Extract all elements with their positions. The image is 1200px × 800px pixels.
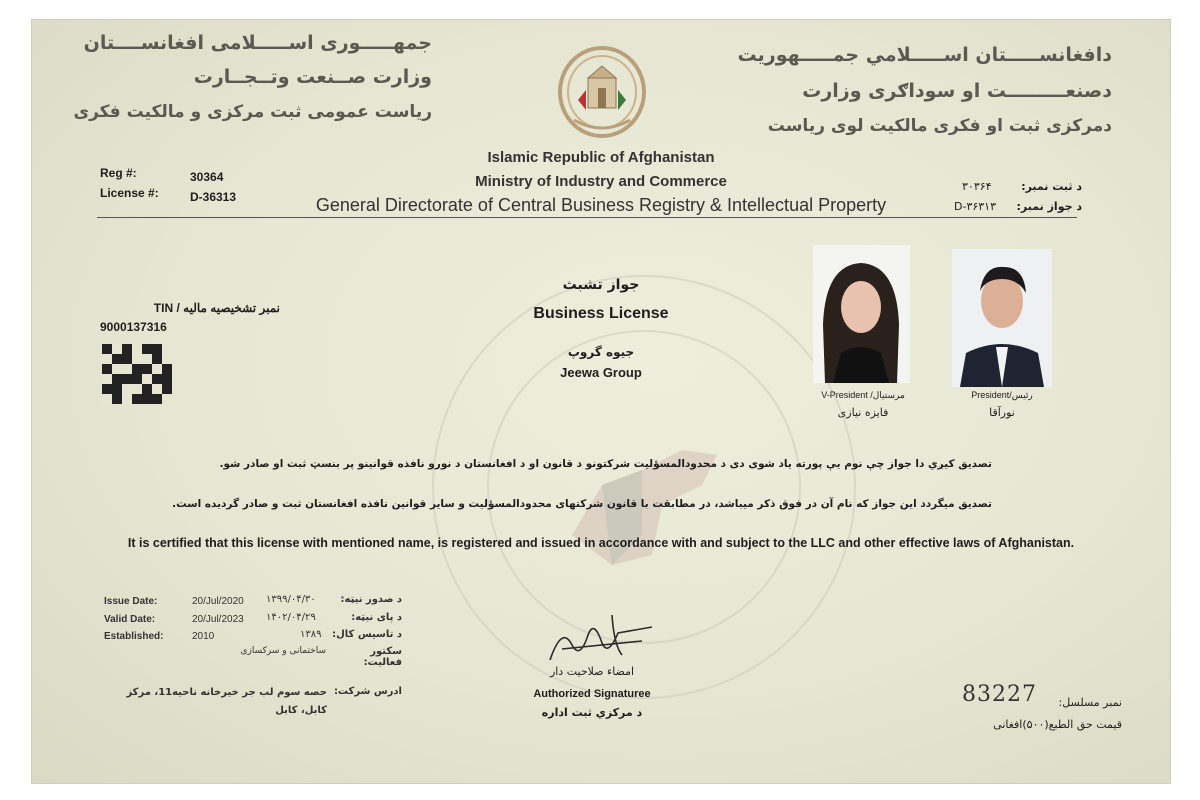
valid-date-value: 20/Jul/2023 (192, 614, 244, 625)
valid-date-label: Valid Date: (104, 614, 156, 625)
header-right-line1: دافغانســـــتان اســـــلامي جمـــــهوريت (737, 44, 1112, 66)
signature-label-en: Authorized Signaturee (533, 688, 651, 700)
established-label: Established: (104, 631, 164, 642)
certification-en: It is certified that this license with mentioned name, is registered and issued in accordance with and subject to the LLC and other effective laws of Afghanistan. (127, 536, 1075, 550)
license-title-en: Business License (533, 305, 669, 322)
price-label: قیمت حق الطبع(۵۰۰)افغانی (993, 718, 1122, 731)
reg-value: 30364 (190, 170, 224, 184)
sector-label-ps: سکتور فعالیت: (363, 646, 402, 668)
company-name-en: Jeewa Group (560, 365, 642, 380)
established-shamsi: ۱۳۸۹ (300, 629, 322, 640)
license-value: D-36313 (190, 190, 237, 204)
tin-label: نمبر تشخیصیه مالیه / TIN (153, 301, 280, 315)
national-emblem-icon (554, 40, 650, 140)
signature-label-ps: د مرکزي ثبت اداره (541, 706, 643, 719)
issue-date-value: 20/Jul/2020 (192, 596, 244, 607)
serial-number: 83227 (962, 682, 1037, 707)
sector-value: ساختمانی و سرکسازی (240, 646, 326, 656)
serial-label: نمبر مسلسل: (1058, 696, 1122, 709)
title-ministry: Ministry of Industry and Commerce (475, 173, 727, 190)
reg-label-ps: د ثبت نمبر: (1021, 180, 1082, 193)
issue-date-label-ps: د صدور نیټه: (340, 594, 402, 605)
president-photo (952, 249, 1052, 387)
header-left-line1: جمهـــــوری اســـــلامی افغانســــتان (83, 32, 432, 54)
header-left-line3: ریاست عمومی ثبت مرکزی و مالکیت فکری (73, 102, 432, 122)
certification-fa: تصدیق میگردد این جواز که نام آن در فوق ذکر میباشد، در مطابقت با قانون شرکتهای محدودالمسؤلیت و سایر قوانین نافذه افغانستان ثبت و صادر گردیده است. (172, 498, 992, 510)
reg-value-ps: ۳۰۳۶۴ (962, 180, 992, 193)
established-value: 2010 (192, 631, 215, 642)
issue-date-shamsi: ۱۳۹۹/۰۴/۳۰ (266, 594, 316, 605)
issue-date-label: Issue Date: (104, 596, 158, 607)
established-label-ps: د تاسیس کال: (332, 629, 402, 640)
reg-label: Reg #: (100, 166, 137, 180)
president-role: President/رئیس (971, 390, 1033, 400)
license-document (32, 20, 1170, 783)
tin-value: 9000137316 (100, 320, 167, 334)
title-republic: Islamic Republic of Afghanistan (487, 149, 715, 166)
vice-president-name: فایزه نیازی (837, 406, 889, 419)
certification-ps: تصدیق کیږي دا جواز چې نوم یې پورته یاد شوی دی د محدودالمسؤلیت شرکتونو د قانون او د افغانستان د نورو نافذه قوانینو پر بنسټ ثبت او صادر شو. (219, 458, 992, 470)
license-value-ps: D-۳۶۳۱۳ (954, 200, 996, 213)
vice-president-role: V-President /مرستیال (821, 390, 905, 400)
header-right-line3: دمرکزی ثبت او فکری مالکیت لوی ریاست (767, 116, 1112, 136)
header-left-line2: وزارت صــنعت وتــجــارت (193, 66, 432, 88)
vice-president-photo (813, 245, 910, 383)
header-right-line2: دصنعـــــــــت او سوداګری وزارت (802, 80, 1112, 102)
license-label-ps: د جواز نمبر: (1016, 200, 1082, 213)
signature-label-fa: امضاء صلاحیت دار (549, 665, 635, 678)
address-value: حصه سوم لب جر خیرخانه ناحیه11، مرکز کابل، کابل (126, 687, 327, 716)
license-label: License #: (100, 186, 159, 200)
title-directorate: General Directorate of Central Business Registry & Intellectual Property (315, 195, 887, 215)
valid-date-shamsi: ۱۴۰۲/۰۴/۲۹ (266, 612, 316, 623)
president-name: نورآقا (989, 406, 1015, 419)
license-title-fa: جواز تشبث (562, 277, 640, 293)
address-label-ps: ادرس شرکت: (333, 686, 402, 697)
valid-date-label-ps: د پای نیټه: (351, 612, 402, 623)
header-divider (97, 217, 1077, 218)
company-name-fa: جیوه گروپ (567, 345, 635, 359)
